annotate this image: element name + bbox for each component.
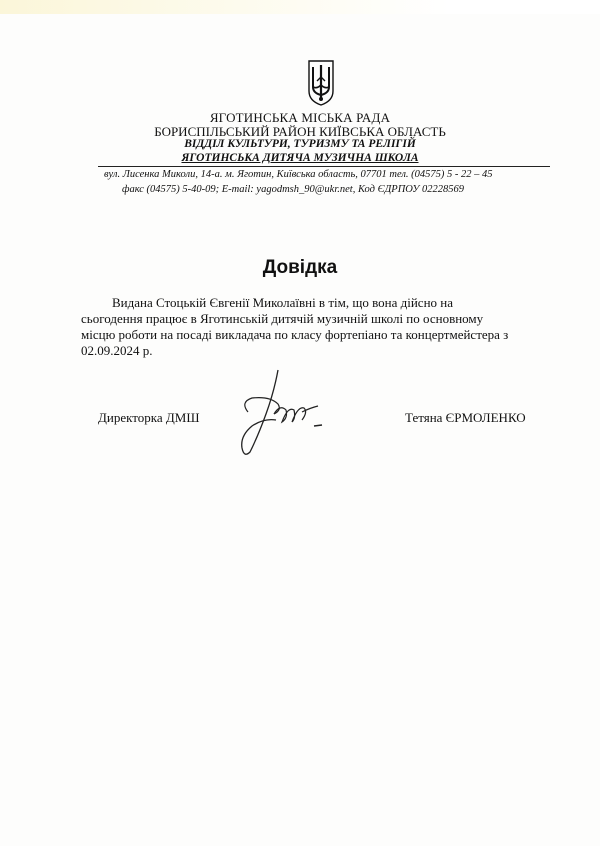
document-title: Довідка: [262, 257, 338, 278]
header-department: ВІДДІЛ КУЛЬТУРИ, ТУРИЗМУ ТА РЕЛІГІЙ: [184, 138, 416, 150]
body-line-1: Видана Стоцькій Євгенії Миколаївні в тім, що вона дійсно на: [112, 295, 454, 310]
body-line-4: 02.09.2024 р.: [81, 343, 153, 358]
contact-line: факс (04575) 5-40-09; E-mail: yagodmsh_90@ukr.net, Код ЄДРПОУ 02228569: [122, 184, 464, 195]
body-line-2: сьогодення працює в Яготинській дитячій музичній школі по основному: [81, 311, 484, 326]
paper-tint: [0, 0, 600, 14]
signatory-position: Директорка ДМШ: [98, 410, 200, 425]
header-school-name: ЯГОТИНСЬКА ДИТЯЧА МУЗИЧНА ШКОЛА: [181, 152, 419, 164]
header-district-region: БОРИСПІЛЬСЬКИЙ РАЙОН КИЇВСЬКА ОБЛАСТЬ: [154, 124, 446, 139]
address-line: вул. Лисенка Миколи, 14-а. м. Яготин, Київська область, 07701 тел. (04575) 5 - 22 – 45: [104, 169, 493, 180]
handwritten-signature: [230, 362, 340, 462]
body-line-3: місцю роботи на посаді викладача по класу фортепіано та концертмейстера з: [81, 327, 509, 342]
header-city-council: ЯГОТИНСЬКА МІСЬКА РАДА: [209, 110, 391, 125]
header-divider: [98, 166, 550, 167]
signatory-name: Тетяна ЄРМОЛЕНКО: [405, 410, 526, 425]
trident-emblem-icon: [306, 59, 336, 107]
